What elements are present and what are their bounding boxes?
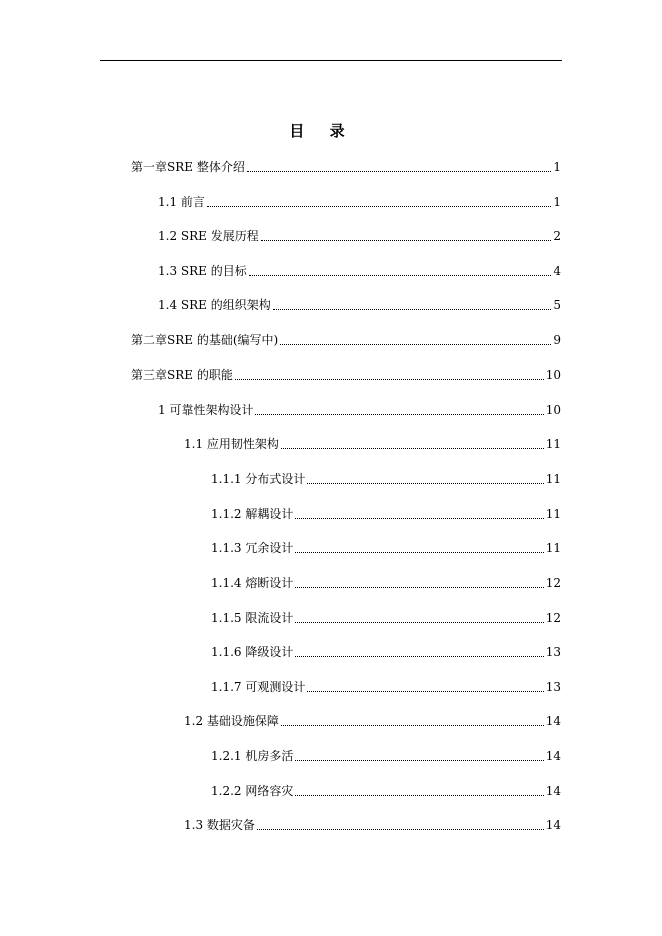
toc-entry-page: 11 <box>545 507 561 521</box>
dot-leader <box>295 656 543 657</box>
toc-entry-page: 14 <box>545 749 561 763</box>
toc-entry-page: 4 <box>553 264 561 278</box>
toc-entry-page: 11 <box>545 472 561 486</box>
toc-entry-label: 1.4 SRE 的组织架构 <box>158 298 271 312</box>
toc-entry-label: 1.1 前言 <box>158 195 205 209</box>
toc-entry-label: 1.2.2 网络容灾 <box>211 784 294 798</box>
dot-leader <box>257 829 544 830</box>
toc-entry-1-1-4[interactable] <box>211 573 561 591</box>
toc-entry-label: 1.1.2 解耦设计 <box>211 507 294 521</box>
toc-entry-page: 12 <box>545 611 561 625</box>
toc-entry-label: 1 可靠性架构设计 <box>158 403 254 417</box>
dot-leader <box>207 206 551 207</box>
toc-entry-label: 1.1.1 分布式设计 <box>211 472 306 486</box>
toc-entry-chapter-3[interactable] <box>131 365 561 383</box>
toc-entry-page: 12 <box>545 576 561 590</box>
toc-entry-1-1-5[interactable] <box>211 608 561 626</box>
toc-entry-label: 1.1 应用韧性架构 <box>184 437 279 451</box>
toc-entry-label: 1.1.3 冗余设计 <box>211 541 294 555</box>
toc-entry-1-3[interactable] <box>158 261 561 279</box>
toc-entry-page: 9 <box>553 333 561 347</box>
header-rule <box>100 60 562 61</box>
toc-entry-page: 1 <box>553 160 561 174</box>
toc-entry-page: 11 <box>545 541 561 555</box>
toc-entry-page: 13 <box>545 680 561 694</box>
toc-entry-1[interactable] <box>158 400 561 418</box>
toc-entry-1-2-section[interactable] <box>184 711 561 729</box>
toc-entry-label: 第三章SRE 的职能 <box>131 368 233 382</box>
toc-entry-1-1-section[interactable] <box>184 434 561 452</box>
toc-entry-chapter-2[interactable] <box>131 330 561 348</box>
toc-entry-1-3-section[interactable] <box>184 815 561 833</box>
toc-entry-1-1-7[interactable] <box>211 677 561 695</box>
toc-entry-label: 1.1.5 限流设计 <box>211 611 294 625</box>
toc-entry-1-1-2[interactable] <box>211 504 561 522</box>
toc-entry-1-1-1[interactable] <box>211 469 561 487</box>
dot-leader <box>295 760 543 761</box>
toc-entry-label: 1.1.4 熔断设计 <box>211 576 294 590</box>
dot-leader <box>295 552 543 553</box>
dot-leader <box>235 379 544 380</box>
toc-entry-page: 2 <box>553 229 561 243</box>
toc-entry-page: 11 <box>545 437 561 451</box>
toc-entry-page: 10 <box>545 403 561 417</box>
toc-entry-page: 5 <box>553 298 561 312</box>
dot-leader <box>249 275 552 276</box>
dot-leader <box>307 483 543 484</box>
dot-leader <box>295 518 543 519</box>
toc-entry-label: 1.3 数据灾备 <box>184 818 255 832</box>
toc-entry-label: 第二章SRE 的基础(编写中) <box>131 333 279 347</box>
dot-leader <box>307 691 543 692</box>
dot-leader <box>281 725 544 726</box>
toc-entry-page: 10 <box>545 368 561 382</box>
toc-entry-1-1-3[interactable] <box>211 538 561 556</box>
toc-entry-page: 13 <box>545 645 561 659</box>
toc-entry-1-2[interactable] <box>158 226 561 244</box>
dot-leader <box>281 448 544 449</box>
toc-entry-page: 14 <box>545 714 561 728</box>
toc-entry-1-1[interactable] <box>158 192 561 210</box>
dot-leader <box>295 587 543 588</box>
dot-leader <box>295 622 543 623</box>
toc-entry-label: 1.2.1 机房多活 <box>211 749 294 763</box>
dot-leader <box>261 240 552 241</box>
toc-entry-page: 14 <box>545 784 561 798</box>
toc-entry-label: 1.3 SRE 的目标 <box>158 264 247 278</box>
dot-leader <box>255 414 543 415</box>
toc-entry-1-4[interactable] <box>158 295 561 313</box>
toc-entry-label: 1.1.7 可观测设计 <box>211 680 306 694</box>
toc-entry-1-2-2[interactable] <box>211 781 561 799</box>
dot-leader <box>295 795 543 796</box>
toc-entry-label: 1.2 基础设施保障 <box>184 714 279 728</box>
toc-entry-label: 1.2 SRE 发展历程 <box>158 229 259 243</box>
dot-leader <box>247 171 552 172</box>
toc-entry-page: 14 <box>545 818 561 832</box>
toc-entry-1-2-1[interactable] <box>211 746 561 764</box>
dot-leader <box>280 344 551 345</box>
toc-entry-page: 1 <box>553 195 561 209</box>
dot-leader <box>273 309 552 310</box>
toc-title: 目 录 <box>289 122 355 140</box>
toc-entry-1-1-6[interactable] <box>211 642 561 660</box>
toc-entry-label: 第一章SRE 整体介绍 <box>131 160 245 174</box>
toc-entry-label: 1.1.6 降级设计 <box>211 645 294 659</box>
toc-entry-chapter-1[interactable] <box>131 157 561 175</box>
